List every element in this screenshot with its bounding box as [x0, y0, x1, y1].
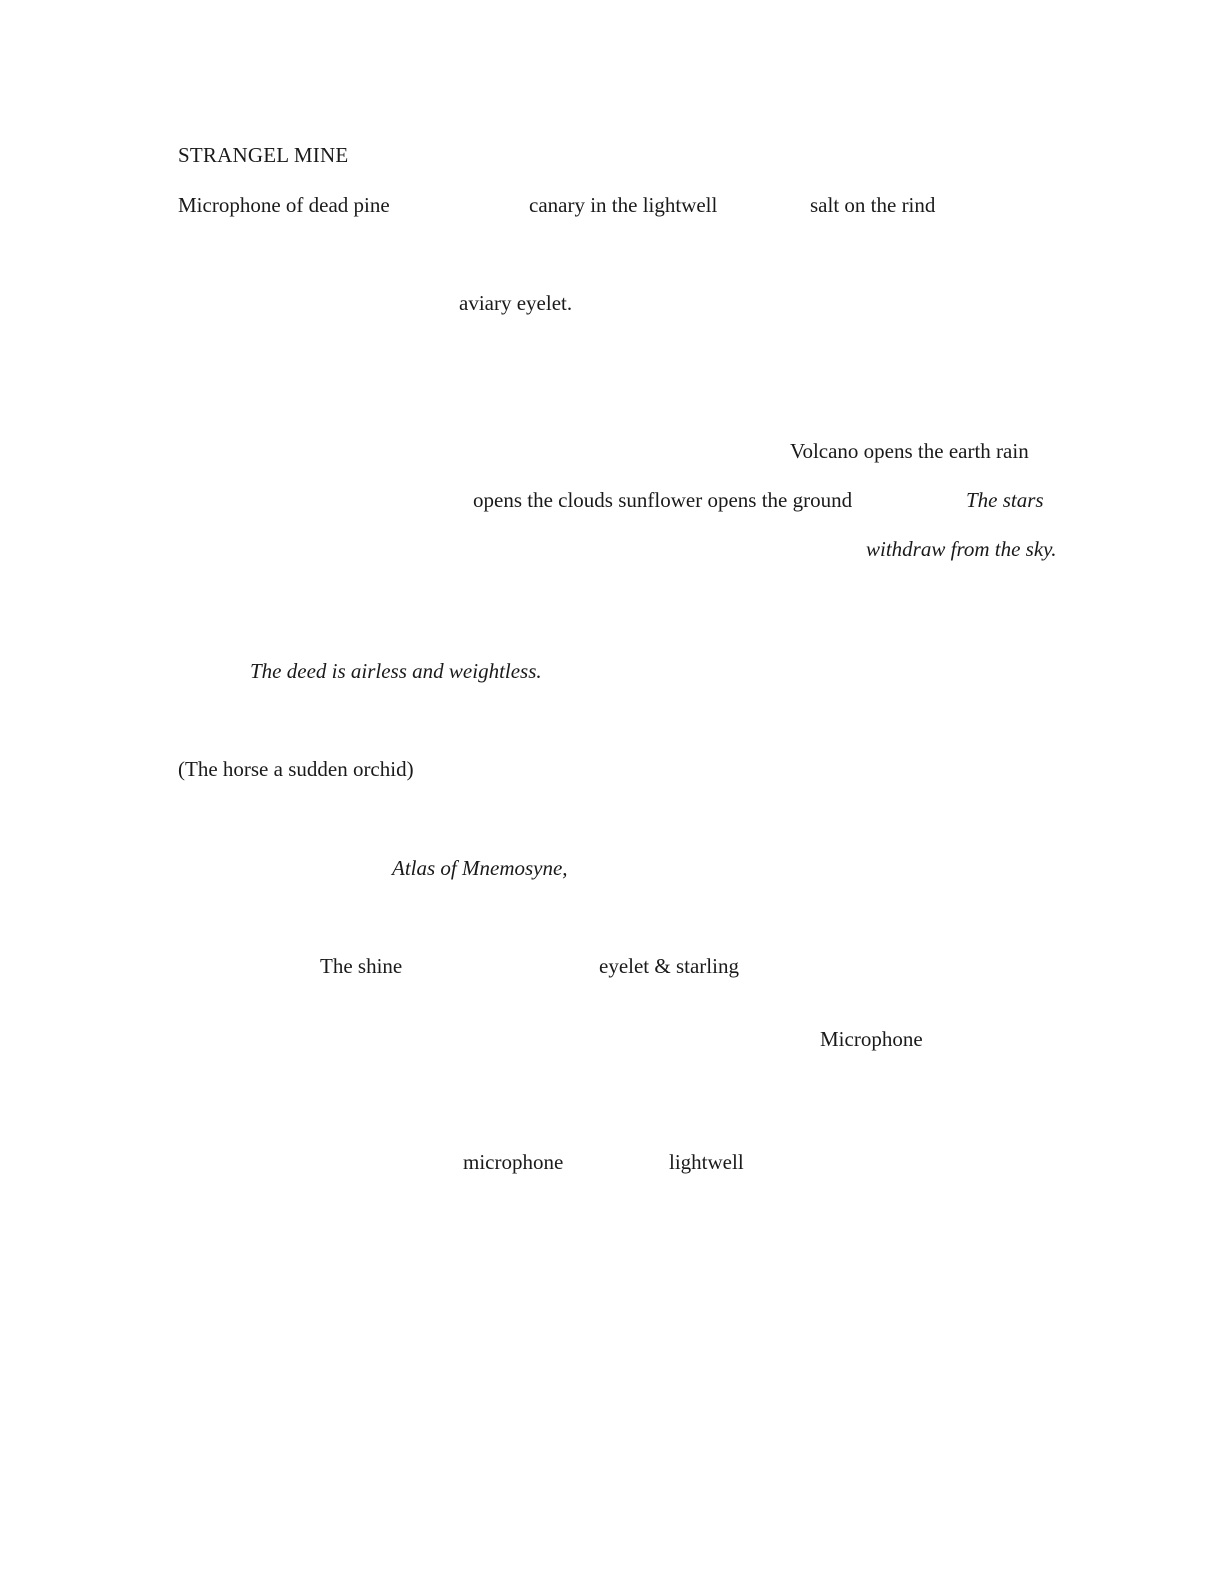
- horse-line: (The horse a sudden orchid): [178, 757, 414, 781]
- final-fragment-b: lightwell: [669, 1150, 744, 1174]
- atlas-line: Atlas of Mnemosyne,: [392, 856, 568, 880]
- shine-fragment-b: eyelet & starling: [599, 954, 739, 978]
- poem-title: STRANGEL MINE: [178, 143, 349, 167]
- stanza-2-line-2a: opens the clouds sunflower opens the ground: [473, 488, 853, 512]
- stanza-2-line-3: withdraw from the sky.: [866, 537, 1057, 561]
- line-1-fragment-a: Microphone of dead pine: [178, 193, 390, 217]
- final-fragment-a: microphone: [463, 1150, 564, 1174]
- stanza-2-line-2b: The stars: [966, 488, 1044, 512]
- line-2: aviary eyelet.: [459, 291, 573, 315]
- line-1-fragment-b: canary in the lightwell: [529, 193, 718, 217]
- stanza-2-line-1: Volcano opens the earth rain: [790, 439, 1029, 463]
- deed-line: The deed is airless and weightless.: [250, 659, 542, 683]
- shine-fragment-a: The shine: [320, 954, 403, 978]
- microphone-line: Microphone: [820, 1027, 923, 1051]
- line-1-fragment-c: salt on the rind: [810, 193, 936, 217]
